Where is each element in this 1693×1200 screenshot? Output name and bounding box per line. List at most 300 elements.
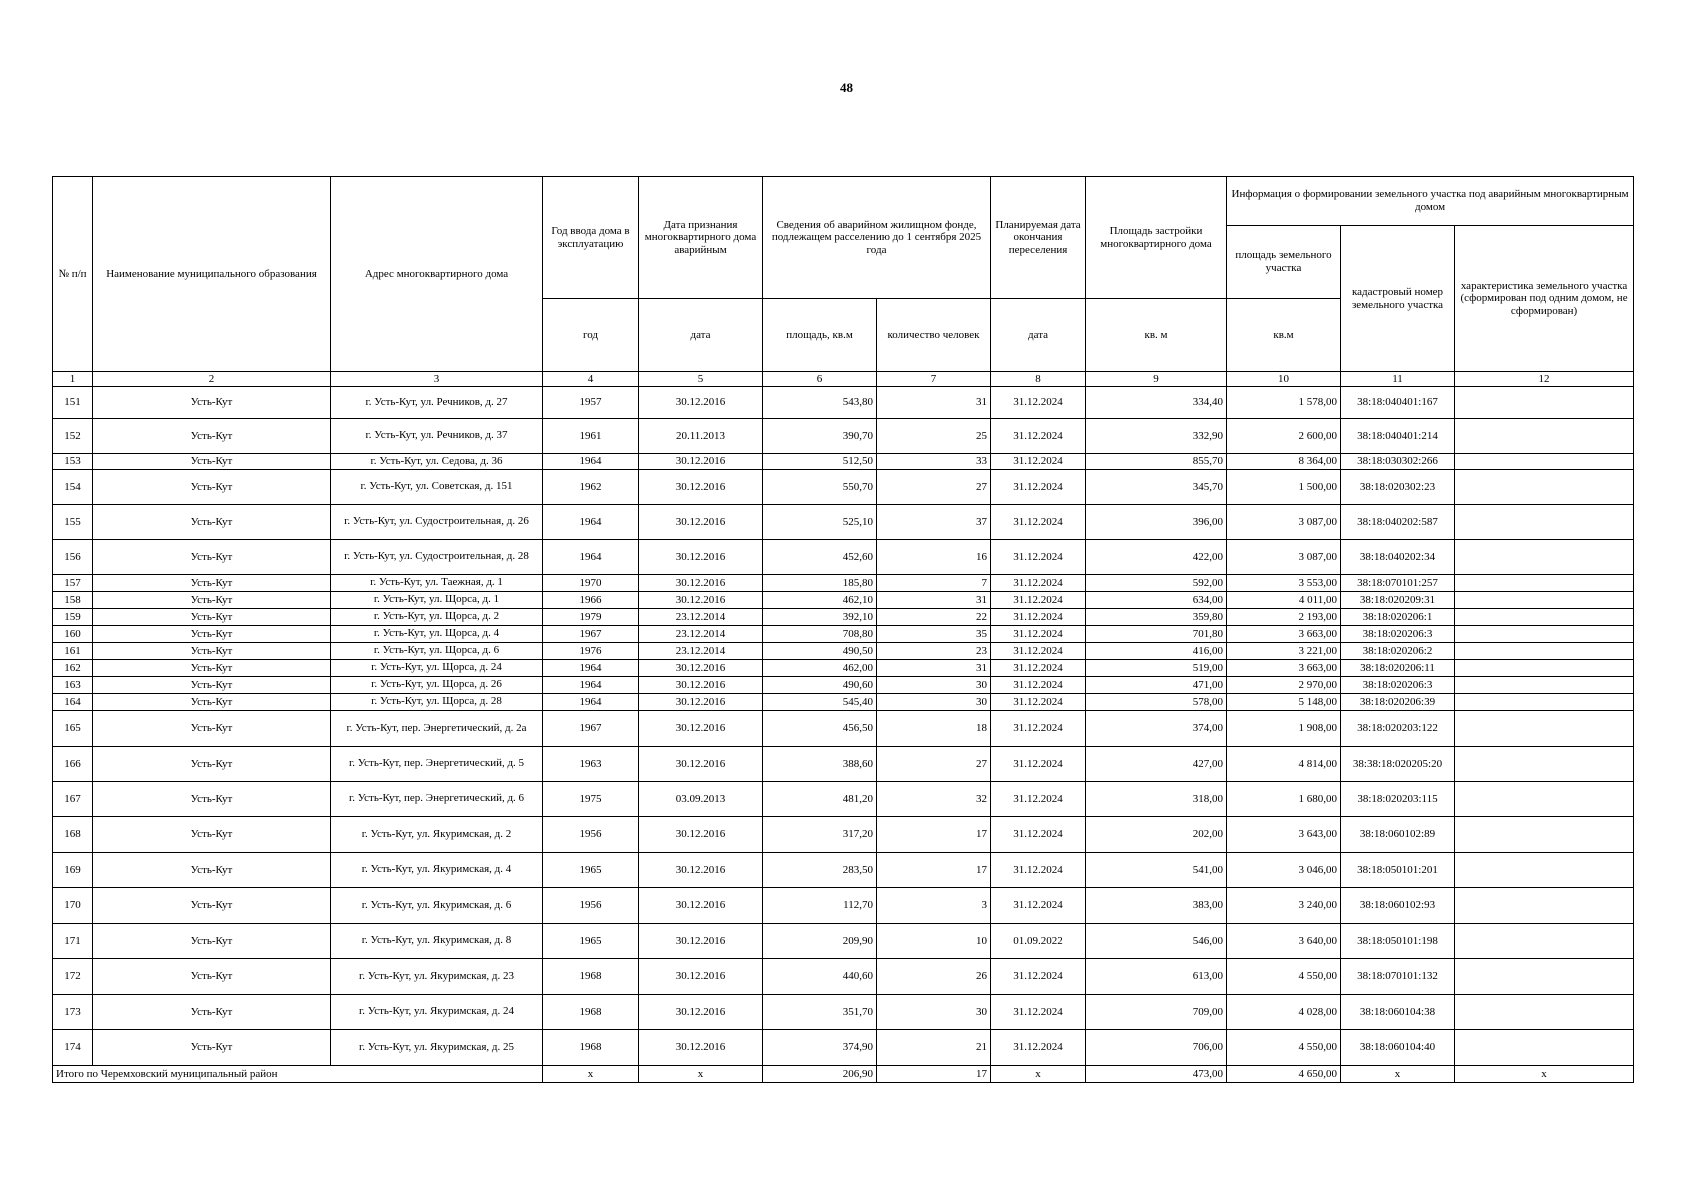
built-area-cell: 855,70 [1086, 454, 1227, 470]
built-area-cell: 383,00 [1086, 888, 1227, 924]
cadastral-number-cell: 38:18:050101:198 [1341, 924, 1455, 959]
municipality-cell: Усть-Кут [93, 1030, 331, 1066]
land-area-cell: 3 640,00 [1227, 924, 1341, 959]
planned-date-cell: 31.12.2024 [991, 505, 1086, 540]
header-unit-land-sqm: кв.м [1227, 299, 1341, 372]
planned-date-cell: 31.12.2024 [991, 626, 1086, 643]
area-cell: 388,60 [763, 747, 877, 782]
municipality-cell: Усть-Кут [93, 505, 331, 540]
municipality-cell: Усть-Кут [93, 888, 331, 924]
built-area-cell: 578,00 [1086, 694, 1227, 711]
table-row [53, 888, 1634, 924]
address-cell: г. Усть-Кут, ул. Якуримская, д. 6 [331, 888, 543, 924]
municipality-cell: Усть-Кут [93, 387, 331, 419]
table-row [53, 592, 1634, 609]
planned-date-cell: 31.12.2024 [991, 853, 1086, 888]
municipality-cell: Усть-Кут [93, 995, 331, 1030]
land-area-cell: 4 028,00 [1227, 995, 1341, 1030]
people-cell: 26 [877, 959, 991, 995]
total-label: Итого по Черемховский муниципальный район [53, 1066, 543, 1083]
recognition-date-cell: 03.09.2013 [639, 782, 763, 817]
recognition-date-cell: 30.12.2016 [639, 995, 763, 1030]
row-number: 161 [53, 643, 93, 660]
municipality-cell: Усть-Кут [93, 470, 331, 505]
header-unit-area: площадь, кв.м [763, 299, 877, 372]
year-cell: 1968 [543, 995, 639, 1030]
built-area-cell: 634,00 [1086, 592, 1227, 609]
land-character-cell [1455, 470, 1634, 505]
cadastral-number-cell: 38:18:020203:115 [1341, 782, 1455, 817]
land-area-cell: 2 600,00 [1227, 419, 1341, 454]
header-address: Адрес многоквартирного дома [331, 177, 543, 372]
built-area-cell: 374,00 [1086, 711, 1227, 747]
built-area-cell: 318,00 [1086, 782, 1227, 817]
cadastral-number-cell: 38:18:020206:3 [1341, 677, 1455, 694]
row-number: 160 [53, 626, 93, 643]
header-land-character: характеристика земельного участка (сформирован под одним домом, не сформирован) [1455, 226, 1634, 372]
cadastral-number-cell: 38:18:020203:122 [1341, 711, 1455, 747]
address-cell: г. Усть-Кут, ул. Щорса, д. 28 [331, 694, 543, 711]
recognition-date-cell: 30.12.2016 [639, 1030, 763, 1066]
recognition-date-cell: 23.12.2014 [639, 609, 763, 626]
column-number: 6 [763, 372, 877, 387]
built-area-cell: 471,00 [1086, 677, 1227, 694]
year-cell: 1975 [543, 782, 639, 817]
land-character-cell [1455, 782, 1634, 817]
land-character-cell [1455, 643, 1634, 660]
area-cell: 545,40 [763, 694, 877, 711]
table-body [53, 387, 1634, 1066]
planned-date-cell: 31.12.2024 [991, 888, 1086, 924]
row-number: 152 [53, 419, 93, 454]
row-number: 155 [53, 505, 93, 540]
built-area-cell: 422,00 [1086, 540, 1227, 575]
planned-date-cell: 01.09.2022 [991, 924, 1086, 959]
row-number: 156 [53, 540, 93, 575]
row-number: 153 [53, 454, 93, 470]
area-cell: 452,60 [763, 540, 877, 575]
land-area-cell: 1 908,00 [1227, 711, 1341, 747]
cadastral-number-cell: 38:18:020206:2 [1341, 643, 1455, 660]
municipality-cell: Усть-Кут [93, 626, 331, 643]
land-area-cell: 3 087,00 [1227, 505, 1341, 540]
municipality-cell: Усть-Кут [93, 959, 331, 995]
planned-date-cell: 31.12.2024 [991, 643, 1086, 660]
year-cell: 1968 [543, 959, 639, 995]
planned-date-cell: 31.12.2024 [991, 817, 1086, 853]
built-area-cell: 332,90 [1086, 419, 1227, 454]
table-row [53, 505, 1634, 540]
address-cell: г. Усть-Кут, ул. Судостроительная, д. 28 [331, 540, 543, 575]
row-number: 166 [53, 747, 93, 782]
land-character-cell [1455, 660, 1634, 677]
row-number: 169 [53, 853, 93, 888]
people-cell: 30 [877, 677, 991, 694]
table-row [53, 575, 1634, 592]
total-land: 4 650,00 [1227, 1066, 1341, 1083]
recognition-date-cell: 30.12.2016 [639, 660, 763, 677]
area-cell: 185,80 [763, 575, 877, 592]
area-cell: 351,70 [763, 995, 877, 1030]
row-number: 163 [53, 677, 93, 694]
cadastral-number-cell: 38:18:060102:93 [1341, 888, 1455, 924]
land-character-cell [1455, 454, 1634, 470]
column-number: 4 [543, 372, 639, 387]
land-character-cell [1455, 387, 1634, 419]
land-area-cell: 3 046,00 [1227, 853, 1341, 888]
people-cell: 17 [877, 817, 991, 853]
municipality-cell: Усть-Кут [93, 575, 331, 592]
people-cell: 31 [877, 660, 991, 677]
planned-date-cell: 31.12.2024 [991, 677, 1086, 694]
table-row [53, 677, 1634, 694]
cadastral-number-cell: 38:18:020206:39 [1341, 694, 1455, 711]
cadastral-number-cell: 38:18:020206:1 [1341, 609, 1455, 626]
area-cell: 392,10 [763, 609, 877, 626]
people-cell: 22 [877, 609, 991, 626]
table-row [53, 419, 1634, 454]
recognition-date-cell: 20.11.2013 [639, 419, 763, 454]
people-cell: 21 [877, 1030, 991, 1066]
area-cell: 462,10 [763, 592, 877, 609]
header-unit-people: количество человек [877, 299, 991, 372]
row-number: 158 [53, 592, 93, 609]
address-cell: г. Усть-Кут, ул. Щорса, д. 26 [331, 677, 543, 694]
area-cell: 440,60 [763, 959, 877, 995]
year-cell: 1956 [543, 888, 639, 924]
people-cell: 31 [877, 592, 991, 609]
total-area: 206,90 [763, 1066, 877, 1083]
row-number: 172 [53, 959, 93, 995]
table-row [53, 711, 1634, 747]
land-area-cell: 4 011,00 [1227, 592, 1341, 609]
total-planned: x [991, 1066, 1086, 1083]
built-area-cell: 592,00 [1086, 575, 1227, 592]
built-area-cell: 706,00 [1086, 1030, 1227, 1066]
municipality-cell: Усть-Кут [93, 782, 331, 817]
land-area-cell: 3 553,00 [1227, 575, 1341, 592]
cadastral-number-cell: 38:18:020206:11 [1341, 660, 1455, 677]
built-area-cell: 709,00 [1086, 995, 1227, 1030]
recognition-date-cell: 30.12.2016 [639, 747, 763, 782]
row-number: 167 [53, 782, 93, 817]
recognition-date-cell: 30.12.2016 [639, 817, 763, 853]
people-cell: 10 [877, 924, 991, 959]
year-cell: 1961 [543, 419, 639, 454]
people-cell: 7 [877, 575, 991, 592]
table-row [53, 782, 1634, 817]
land-character-cell [1455, 626, 1634, 643]
municipality-cell: Усть-Кут [93, 817, 331, 853]
area-cell: 490,50 [763, 643, 877, 660]
people-cell: 30 [877, 694, 991, 711]
land-character-cell [1455, 505, 1634, 540]
recognition-date-cell: 30.12.2016 [639, 592, 763, 609]
column-number: 8 [991, 372, 1086, 387]
address-cell: г. Усть-Кут, ул. Щорса, д. 6 [331, 643, 543, 660]
area-cell: 390,70 [763, 419, 877, 454]
table-row [53, 853, 1634, 888]
municipality-cell: Усть-Кут [93, 924, 331, 959]
address-cell: г. Усть-Кут, ул. Щорса, д. 1 [331, 592, 543, 609]
recognition-date-cell: 30.12.2016 [639, 505, 763, 540]
land-character-cell [1455, 677, 1634, 694]
table-row [53, 817, 1634, 853]
cadastral-number-cell: 38:18:020302:23 [1341, 470, 1455, 505]
cadastral-number-cell: 38:18:040401:167 [1341, 387, 1455, 419]
land-area-cell: 1 500,00 [1227, 470, 1341, 505]
planned-date-cell: 31.12.2024 [991, 711, 1086, 747]
built-area-cell: 613,00 [1086, 959, 1227, 995]
row-number: 157 [53, 575, 93, 592]
people-cell: 25 [877, 419, 991, 454]
municipality-cell: Усть-Кут [93, 609, 331, 626]
year-cell: 1962 [543, 470, 639, 505]
emergency-housing-table [52, 176, 1634, 1083]
row-number: 154 [53, 470, 93, 505]
built-area-cell: 427,00 [1086, 747, 1227, 782]
people-cell: 23 [877, 643, 991, 660]
land-area-cell: 3 663,00 [1227, 660, 1341, 677]
land-area-cell: 5 148,00 [1227, 694, 1341, 711]
area-cell: 112,70 [763, 888, 877, 924]
column-number: 12 [1455, 372, 1634, 387]
address-cell: г. Усть-Кут, ул. Щорса, д. 24 [331, 660, 543, 677]
table-row [53, 995, 1634, 1030]
municipality-cell: Усть-Кут [93, 454, 331, 470]
municipality-cell: Усть-Кут [93, 677, 331, 694]
column-number: 2 [93, 372, 331, 387]
cadastral-number-cell: 38:18:020209:31 [1341, 592, 1455, 609]
address-cell: г. Усть-Кут, ул. Речников, д. 37 [331, 419, 543, 454]
address-cell: г. Усть-Кут, ул. Якуримская, д. 8 [331, 924, 543, 959]
year-cell: 1965 [543, 924, 639, 959]
land-area-cell: 2 193,00 [1227, 609, 1341, 626]
area-cell: 481,20 [763, 782, 877, 817]
year-cell: 1957 [543, 387, 639, 419]
column-number: 11 [1341, 372, 1455, 387]
people-cell: 37 [877, 505, 991, 540]
address-cell: г. Усть-Кут, ул. Советская, д. 151 [331, 470, 543, 505]
table-row [53, 959, 1634, 995]
recognition-date-cell: 30.12.2016 [639, 454, 763, 470]
recognition-date-cell: 30.12.2016 [639, 924, 763, 959]
planned-date-cell: 31.12.2024 [991, 747, 1086, 782]
year-cell: 1967 [543, 626, 639, 643]
table-row [53, 694, 1634, 711]
built-area-cell: 416,00 [1086, 643, 1227, 660]
built-area-cell: 546,00 [1086, 924, 1227, 959]
address-cell: г. Усть-Кут, ул. Щорса, д. 4 [331, 626, 543, 643]
header-planned-date: Планируемая дата окончания переселения [991, 177, 1086, 299]
column-number: 10 [1227, 372, 1341, 387]
year-cell: 1964 [543, 505, 639, 540]
built-area-cell: 541,00 [1086, 853, 1227, 888]
table-row [53, 1030, 1634, 1066]
row-number: 173 [53, 995, 93, 1030]
land-area-cell: 3 221,00 [1227, 643, 1341, 660]
planned-date-cell: 31.12.2024 [991, 470, 1086, 505]
cadastral-number-cell: 38:18:070101:132 [1341, 959, 1455, 995]
header-date-recognized: Дата признания многоквартирного дома аварийным [639, 177, 763, 299]
year-cell: 1976 [543, 643, 639, 660]
header-unit-planned-date: дата [991, 299, 1086, 372]
page-number: 48 [840, 80, 853, 95]
cadastral-number-cell: 38:18:060102:89 [1341, 817, 1455, 853]
total-year: x [543, 1066, 639, 1083]
land-area-cell: 3 663,00 [1227, 626, 1341, 643]
table-row [53, 387, 1634, 419]
header-unit-built-sqm: кв. м [1086, 299, 1227, 372]
row-number: 151 [53, 387, 93, 419]
area-cell: 708,80 [763, 626, 877, 643]
header-cadastral: кадастровый номер земельного участка [1341, 226, 1455, 372]
row-number: 165 [53, 711, 93, 747]
recognition-date-cell: 30.12.2016 [639, 677, 763, 694]
address-cell: г. Усть-Кут, пер. Энергетический, д. 5 [331, 747, 543, 782]
municipality-cell: Усть-Кут [93, 694, 331, 711]
address-cell: г. Усть-Кут, ул. Седова, д. 36 [331, 454, 543, 470]
year-cell: 1964 [543, 694, 639, 711]
recognition-date-cell: 30.12.2016 [639, 959, 763, 995]
table-row [53, 470, 1634, 505]
total-cadastral: x [1341, 1066, 1455, 1083]
area-cell: 543,80 [763, 387, 877, 419]
address-cell: г. Усть-Кут, ул. Якуримская, д. 24 [331, 995, 543, 1030]
cadastral-number-cell: 38:18:050101:201 [1341, 853, 1455, 888]
cadastral-number-cell: 38:18:030302:266 [1341, 454, 1455, 470]
recognition-date-cell: 30.12.2016 [639, 711, 763, 747]
cadastral-number-cell: 38:18:040202:587 [1341, 505, 1455, 540]
built-area-cell: 334,40 [1086, 387, 1227, 419]
row-number: 159 [53, 609, 93, 626]
municipality-cell: Усть-Кут [93, 853, 331, 888]
planned-date-cell: 31.12.2024 [991, 575, 1086, 592]
column-number: 7 [877, 372, 991, 387]
address-cell: г. Усть-Кут, ул. Якуримская, д. 4 [331, 853, 543, 888]
built-area-cell: 519,00 [1086, 660, 1227, 677]
table-row [53, 626, 1634, 643]
people-cell: 35 [877, 626, 991, 643]
table-row [53, 924, 1634, 959]
year-cell: 1965 [543, 853, 639, 888]
area-cell: 374,90 [763, 1030, 877, 1066]
land-character-cell [1455, 419, 1634, 454]
table-row [53, 643, 1634, 660]
planned-date-cell: 31.12.2024 [991, 660, 1086, 677]
year-cell: 1979 [543, 609, 639, 626]
planned-date-cell: 31.12.2024 [991, 995, 1086, 1030]
people-cell: 32 [877, 782, 991, 817]
land-character-cell [1455, 711, 1634, 747]
total-date: x [639, 1066, 763, 1083]
address-cell: г. Усть-Кут, ул. Щорса, д. 2 [331, 609, 543, 626]
total-character: x [1455, 1066, 1634, 1083]
row-number: 174 [53, 1030, 93, 1066]
table-row [53, 454, 1634, 470]
total-built: 473,00 [1086, 1066, 1227, 1083]
area-cell: 317,20 [763, 817, 877, 853]
row-number: 171 [53, 924, 93, 959]
land-character-cell [1455, 747, 1634, 782]
area-cell: 525,10 [763, 505, 877, 540]
people-cell: 18 [877, 711, 991, 747]
total-people: 17 [877, 1066, 991, 1083]
year-cell: 1964 [543, 660, 639, 677]
built-area-cell: 345,70 [1086, 470, 1227, 505]
land-character-cell [1455, 853, 1634, 888]
cadastral-number-cell: 38:18:060104:38 [1341, 995, 1455, 1030]
municipality-cell: Усть-Кут [93, 540, 331, 575]
planned-date-cell: 31.12.2024 [991, 419, 1086, 454]
land-area-cell: 4 550,00 [1227, 959, 1341, 995]
municipality-cell: Усть-Кут [93, 660, 331, 677]
land-area-cell: 8 364,00 [1227, 454, 1341, 470]
people-cell: 31 [877, 387, 991, 419]
year-cell: 1963 [543, 747, 639, 782]
table-row [53, 540, 1634, 575]
built-area-cell: 396,00 [1086, 505, 1227, 540]
people-cell: 17 [877, 853, 991, 888]
land-character-cell [1455, 959, 1634, 995]
planned-date-cell: 31.12.2024 [991, 1030, 1086, 1066]
year-cell: 1964 [543, 677, 639, 694]
planned-date-cell: 31.12.2024 [991, 540, 1086, 575]
area-cell: 490,60 [763, 677, 877, 694]
header-unit-date: дата [639, 299, 763, 372]
column-number: 1 [53, 372, 93, 387]
people-cell: 27 [877, 470, 991, 505]
recognition-date-cell: 30.12.2016 [639, 694, 763, 711]
municipality-cell: Усть-Кут [93, 419, 331, 454]
header-emergency-fund: Сведения об аварийном жилищном фонде, подлежащем расселению до 1 сентября 2025 года [763, 177, 991, 299]
land-area-cell: 3 643,00 [1227, 817, 1341, 853]
planned-date-cell: 31.12.2024 [991, 592, 1086, 609]
land-area-cell: 4 814,00 [1227, 747, 1341, 782]
land-character-cell [1455, 995, 1634, 1030]
header-land-area: площадь земельного участка [1227, 226, 1341, 299]
table-row [53, 660, 1634, 677]
area-cell: 456,50 [763, 711, 877, 747]
people-cell: 30 [877, 995, 991, 1030]
recognition-date-cell: 30.12.2016 [639, 853, 763, 888]
municipality-cell: Усть-Кут [93, 747, 331, 782]
cadastral-number-cell: 38:38:18:020205:20 [1341, 747, 1455, 782]
area-cell: 283,50 [763, 853, 877, 888]
row-number: 168 [53, 817, 93, 853]
year-cell: 1964 [543, 540, 639, 575]
people-cell: 27 [877, 747, 991, 782]
row-number: 162 [53, 660, 93, 677]
address-cell: г. Усть-Кут, ул. Таежная, д. 1 [331, 575, 543, 592]
column-number-row [53, 372, 1634, 387]
header-municipality: Наименование муниципального образования [93, 177, 331, 372]
year-cell: 1968 [543, 1030, 639, 1066]
land-character-cell [1455, 924, 1634, 959]
column-number: 3 [331, 372, 543, 387]
header-num: № п/п [53, 177, 93, 372]
land-character-cell [1455, 1030, 1634, 1066]
header-unit-year: год [543, 299, 639, 372]
planned-date-cell: 31.12.2024 [991, 387, 1086, 419]
land-character-cell [1455, 575, 1634, 592]
cadastral-number-cell: 38:18:040401:214 [1341, 419, 1455, 454]
land-area-cell: 1 578,00 [1227, 387, 1341, 419]
cadastral-number-cell: 38:18:020206:3 [1341, 626, 1455, 643]
planned-date-cell: 31.12.2024 [991, 694, 1086, 711]
header-land-info: Информация о формировании земельного участка под аварийным многоквартирным домом [1227, 177, 1634, 226]
land-character-cell [1455, 540, 1634, 575]
